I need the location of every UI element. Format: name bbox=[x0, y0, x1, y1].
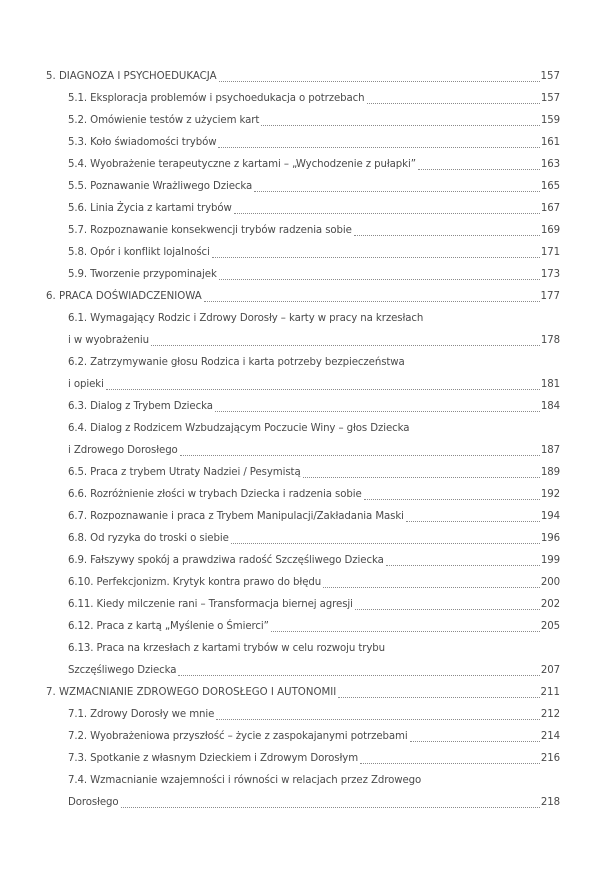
dot-leader bbox=[204, 301, 540, 302]
dot-leader bbox=[386, 565, 540, 566]
section-title: 6.6. Rozróżnienie złości w trybach Dziecka i radzenia sobie bbox=[68, 489, 362, 500]
section-title: 6.12. Praca z kartą „Myślenie o Śmierci” bbox=[68, 621, 269, 632]
section-title: 6.7. Rozpoznawanie i praca z Trybem Manipulacji/Zakładania Maski bbox=[68, 511, 404, 522]
page-number: 157 bbox=[540, 93, 560, 104]
dot-leader bbox=[354, 235, 540, 236]
section-title: Szczęśliwego Dziecka bbox=[68, 665, 177, 676]
section-entry bbox=[46, 792, 560, 814]
dot-leader bbox=[261, 125, 540, 126]
page-number: 199 bbox=[540, 555, 560, 566]
section-title: 5.1. Eksploracja problemów i psychoedukacja o potrzebach bbox=[68, 93, 365, 104]
dot-leader bbox=[178, 675, 539, 676]
page-number: 159 bbox=[540, 115, 560, 126]
section-entry bbox=[46, 572, 560, 594]
section-title: 6.4. Dialog z Rodzicem Wzbudzającym Poczucie Winy – głos Dziecka bbox=[68, 423, 410, 434]
chapter-entry bbox=[46, 682, 560, 704]
page-number: 200 bbox=[540, 577, 560, 588]
section-entry bbox=[46, 110, 560, 132]
dot-leader bbox=[364, 499, 540, 500]
dot-leader bbox=[219, 279, 540, 280]
dot-leader bbox=[180, 455, 540, 456]
section-title: 6.5. Praca z trybem Utraty Nadziei / Pesymistą bbox=[68, 467, 301, 478]
section-title: 7.4. Wzmacnianie wzajemności i równości w relacjach przez Zdrowego bbox=[68, 775, 422, 786]
section-title: 7.1. Zdrowy Dorosły we mnie bbox=[68, 709, 215, 720]
page-number: 192 bbox=[540, 489, 560, 500]
page-number: 157 bbox=[540, 71, 560, 82]
dot-leader bbox=[355, 609, 540, 610]
dot-leader bbox=[215, 411, 540, 412]
section-entry bbox=[46, 726, 560, 748]
section-entry bbox=[46, 396, 560, 418]
dot-leader bbox=[367, 103, 540, 104]
dot-leader bbox=[360, 763, 540, 764]
section-entry bbox=[46, 550, 560, 572]
section-title: i w wyobrażeniu bbox=[68, 335, 149, 346]
section-entry bbox=[46, 264, 560, 286]
section-entry bbox=[46, 440, 560, 462]
section-entry bbox=[46, 748, 560, 770]
section-title: 6.8. Od ryzyka do troski o siebie bbox=[68, 533, 229, 544]
page-number: 171 bbox=[540, 247, 560, 258]
section-entry bbox=[46, 616, 560, 638]
section-entry bbox=[46, 484, 560, 506]
dot-leader bbox=[303, 477, 540, 478]
dot-leader bbox=[231, 543, 540, 544]
chapter-entry bbox=[46, 286, 560, 308]
section-title: 7.3. Spotkanie z własnym Dzieckiem i Zdrowym Dorosłym bbox=[68, 753, 359, 764]
chapter-entry bbox=[46, 66, 560, 88]
section-title: 6.3. Dialog z Trybem Dziecka bbox=[68, 401, 213, 412]
section-entry bbox=[46, 704, 560, 726]
page-number: 178 bbox=[540, 335, 560, 346]
dot-leader bbox=[218, 147, 539, 148]
section-title: 7.2. Wyobrażeniowa przyszłość – życie z zaspokajanymi potrzebami bbox=[68, 731, 408, 742]
section-entry bbox=[46, 330, 560, 352]
page-number: 187 bbox=[540, 445, 560, 456]
section-title: 5.3. Koło świadomości trybów bbox=[68, 137, 217, 148]
page-number: 205 bbox=[540, 621, 560, 632]
section-title: 5.6. Linia Życia z kartami trybów bbox=[68, 203, 232, 214]
section-entry bbox=[46, 462, 560, 484]
dot-leader bbox=[323, 587, 540, 588]
dot-leader bbox=[216, 719, 540, 720]
page-number: 165 bbox=[540, 181, 560, 192]
section-title: 6.9. Fałszywy spokój a prawdziwa radość Szczęśliwego Dziecka bbox=[68, 555, 384, 566]
page-number: 173 bbox=[540, 269, 560, 280]
dot-leader bbox=[410, 741, 540, 742]
section-title: 5.9. Tworzenie przypominajek bbox=[68, 269, 217, 280]
section-entry bbox=[46, 176, 560, 198]
dot-leader bbox=[254, 191, 540, 192]
chapter-title: 6. PRACA DOŚWIADCZENIOWA bbox=[46, 291, 202, 302]
section-entry bbox=[46, 374, 560, 396]
chapter-title: 7. WZMACNIANIE ZDROWEGO DOROSŁEGO I AUTONOMII bbox=[46, 687, 337, 698]
section-entry bbox=[46, 88, 560, 110]
section-title: i Zdrowego Dorosłego bbox=[68, 445, 178, 456]
section-entry bbox=[46, 242, 560, 264]
section-entry bbox=[46, 198, 560, 220]
page-number: 202 bbox=[540, 599, 560, 610]
dot-leader bbox=[121, 807, 540, 808]
page-number: 214 bbox=[540, 731, 560, 742]
section-entry bbox=[46, 638, 560, 660]
page-number: 184 bbox=[540, 401, 560, 412]
section-title: i opieki bbox=[68, 379, 104, 390]
section-title: 5.5. Poznawanie Wrażliwego Dziecka bbox=[68, 181, 253, 192]
page-number: 207 bbox=[540, 665, 560, 676]
dot-leader bbox=[219, 81, 540, 82]
section-entry bbox=[46, 154, 560, 176]
page-number: 181 bbox=[540, 379, 560, 390]
section-entry bbox=[46, 528, 560, 550]
section-title: 5.2. Omówienie testów z użyciem kart bbox=[68, 115, 260, 126]
section-entry bbox=[46, 418, 560, 440]
dot-leader bbox=[418, 169, 540, 170]
page-number: 211 bbox=[540, 687, 560, 698]
page-number: 218 bbox=[540, 797, 560, 808]
page-number: 216 bbox=[540, 753, 560, 764]
page-number: 212 bbox=[540, 709, 560, 720]
section-entry bbox=[46, 132, 560, 154]
page-number: 161 bbox=[540, 137, 560, 148]
section-entry bbox=[46, 308, 560, 330]
dot-leader bbox=[151, 345, 540, 346]
section-entry bbox=[46, 594, 560, 616]
section-title: 6.11. Kiedy milczenie rani – Transformacja biernej agresji bbox=[68, 599, 353, 610]
dot-leader bbox=[212, 257, 540, 258]
page-number: 169 bbox=[540, 225, 560, 236]
dot-leader bbox=[271, 631, 540, 632]
section-title: 6.10. Perfekcjonizm. Krytyk kontra prawo do błędu bbox=[68, 577, 322, 588]
section-title: Dorosłego bbox=[68, 797, 119, 808]
section-title: 6.13. Praca na krzesłach z kartami trybów w celu rozwoju trybu bbox=[68, 643, 386, 654]
page-number: 189 bbox=[540, 467, 560, 478]
page-number: 194 bbox=[540, 511, 560, 522]
section-entry bbox=[46, 660, 560, 682]
dot-leader bbox=[338, 697, 539, 698]
section-title: 6.1. Wymagający Rodzic i Zdrowy Dorosły – karty w pracy na krzesłach bbox=[68, 313, 424, 324]
section-title: 5.4. Wyobrażenie terapeutyczne z kartami – „Wychodzenie z pułapki” bbox=[68, 159, 416, 170]
table-of-contents bbox=[46, 66, 560, 814]
section-entry bbox=[46, 352, 560, 374]
page-number: 177 bbox=[540, 291, 560, 302]
dot-leader bbox=[106, 389, 540, 390]
section-entry bbox=[46, 770, 560, 792]
page-number: 196 bbox=[540, 533, 560, 544]
page-number: 167 bbox=[540, 203, 560, 214]
chapter-title: 5. DIAGNOZA I PSYCHOEDUKACJA bbox=[46, 71, 217, 82]
page-number: 163 bbox=[540, 159, 560, 170]
dot-leader bbox=[406, 521, 540, 522]
section-entry bbox=[46, 220, 560, 242]
section-title: 6.2. Zatrzymywanie głosu Rodzica i karta potrzeby bezpieczeństwa bbox=[68, 357, 405, 368]
section-title: 5.7. Rozpoznawanie konsekwencji trybów radzenia sobie bbox=[68, 225, 352, 236]
section-entry bbox=[46, 506, 560, 528]
dot-leader bbox=[234, 213, 540, 214]
section-title: 5.8. Opór i konflikt lojalności bbox=[68, 247, 210, 258]
